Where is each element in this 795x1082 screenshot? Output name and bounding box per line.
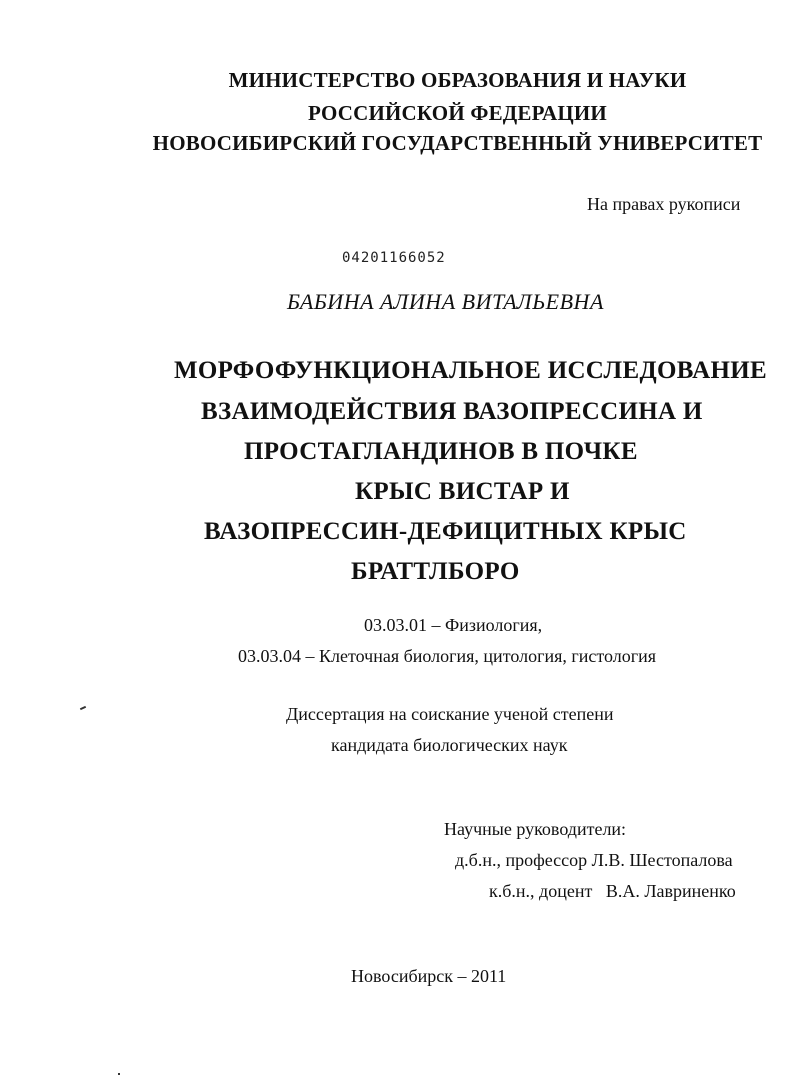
title-line-3: ПРОСТАГЛАНДИНОВ В ПОЧКЕ [244,438,638,465]
ministry-line-2: РОССИЙСКОЙ ФЕДЕРАЦИИ [308,101,607,125]
author-name: БАБИНА АЛИНА ВИТАЛЬЕВНА [287,289,604,314]
ministry-line-1: МИНИСТЕРСТВО ОБРАЗОВАНИЯ И НАУКИ [228,68,687,92]
manuscript-note: На правах рукописи [587,194,741,214]
city-year: Новосибирск – 2011 [351,966,507,986]
title-line-4: КРЫС ВИСТАР И [355,478,570,505]
university-name: НОВОСИБИРСКИЙ ГОСУДАРСТВЕННЫЙ УНИВЕРСИТЕТ [152,131,763,155]
title-line-2: ВЗАИМОДЕЙСТВИЯ ВАЗОПРЕССИНА И [201,398,703,425]
supervisor-2: к.б.н., доцент В.А. Лавриненко [489,881,736,901]
degree-line-2: кандидата биологических наук [331,735,568,755]
supervisor-1: д.б.н., профессор Л.В. Шестопалова [455,850,733,870]
specialty-1: 03.03.01 – Физиология, [364,615,543,635]
title-line-6: БРАТТЛБОРО [351,558,520,585]
supervisors-heading: Научные руководители: [444,819,627,839]
registration-code: 04201166052 [342,250,446,266]
title-line-1: МОРФОФУНКЦИОНАЛЬНОЕ ИССЛЕДОВАНИЕ [174,357,767,384]
specialty-2: 03.03.04 – Клеточная биология, цитология, гистология [238,646,657,666]
degree-line-1: Диссертация на соискание ученой степени [286,704,614,724]
title-line-5: ВАЗОПРЕССИН-ДЕФИЦИТНЫХ КРЫС [204,518,687,545]
scan-speck [118,1073,120,1075]
scan-speck [80,706,86,710]
